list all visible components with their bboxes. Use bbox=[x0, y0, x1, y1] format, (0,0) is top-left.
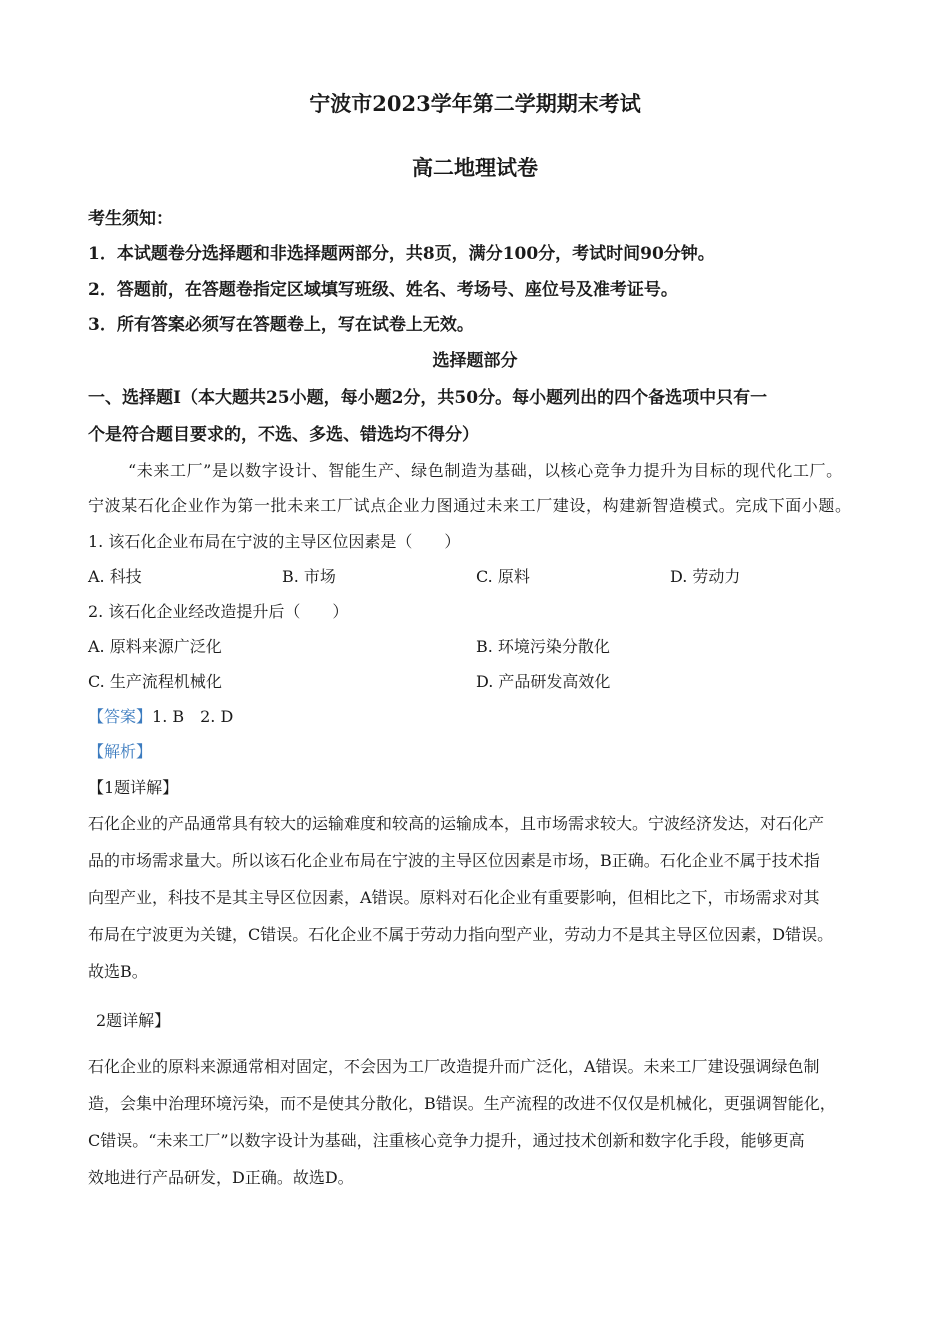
question-2-option-a: A. 原料来源广泛化 bbox=[88, 637, 222, 656]
question-2-option-c: C. 生产流程机械化 bbox=[88, 672, 222, 691]
question-1-option-a: A. 科技 bbox=[88, 567, 142, 586]
section-title: 选择题部分 bbox=[432, 351, 518, 371]
detail-2-line: C错误。“未来工厂”以数字设计为基础，注重核心竞争力提升，通过技术创新和数字化手段，能够更高 bbox=[88, 1131, 805, 1150]
notice-heading: 考生须知： bbox=[88, 209, 173, 229]
detail-1-line: 故选B。 bbox=[88, 962, 148, 981]
detail-2-line: 效地进行产品研发，D正确。故选D。 bbox=[88, 1168, 354, 1187]
question-2-option-d: D. 产品研发高效化 bbox=[476, 672, 611, 691]
answer-value: 1. B 2. D bbox=[152, 707, 234, 726]
question-1-option-c: C. 原料 bbox=[476, 567, 530, 586]
passage-line-1: “未来工厂”是以数字设计、智能生产、绿色制造为基础，以核心竞争力提升为目标的现代化工厂。 bbox=[128, 461, 843, 480]
analysis-label: 【解析】 bbox=[88, 742, 153, 761]
question-2-option-b: B. 环境污染分散化 bbox=[476, 637, 610, 656]
detail-1-line: 布局在宁波更为关键，C错误。石化企业不属于劳动力指向型产业，劳动力不是其主导区位因素，D错误。 bbox=[88, 925, 834, 944]
notice-item-3: 3．所有答案必须写在答题卷上，写在试卷上无效。 bbox=[88, 315, 474, 335]
answer-label: 【答案】 bbox=[88, 707, 153, 726]
question-2-stem: 2. 该石化企业经改造提升后（ ） bbox=[88, 602, 349, 621]
detail-1-line: 品的市场需求量大。所以该石化企业布局在宁波的主导区位因素是市场，B正确。石化企业不属于技术指 bbox=[88, 851, 820, 870]
detail-1-line: 向型产业，科技不是其主导区位因素，A错误。原料对石化企业有重要影响，但相比之下，市场需求对其 bbox=[88, 888, 820, 907]
exam-title: 宁波市2023学年第二学期期末考试 bbox=[309, 91, 641, 116]
detail-1-line: 石化企业的产品通常具有较大的运输难度和较高的运输成本，且市场需求较大。宁波经济发达，对石化产 bbox=[88, 814, 825, 833]
passage-line-2: 宁波某石化企业作为第一批未来工厂试点企业力图通过未来工厂建设，构建新智造模式。完成下面小题。 bbox=[88, 496, 852, 515]
detail-1-heading: 【1题详解】 bbox=[88, 778, 179, 797]
detail-2-heading: 2题详解】 bbox=[96, 1011, 171, 1030]
question-1-option-d: D. 劳动力 bbox=[670, 567, 741, 586]
answer-line bbox=[88, 706, 233, 728]
notice-item-1: 1．本试题卷分选择题和非选择题两部分，共8页，满分100分，考试时间90分钟。 bbox=[88, 244, 715, 264]
notice-item-2: 2．答题前，在答题卷指定区域填写班级、姓名、考场号、座位号及准考证号。 bbox=[88, 280, 678, 300]
question-1-stem: 1. 该石化企业布局在宁波的主导区位因素是（ ） bbox=[88, 532, 461, 551]
part-heading-line-1: 一、选择题Ⅰ（本大题共25小题，每小题2分，共50分。每小题列出的四个备选项中只有一 bbox=[88, 388, 768, 408]
question-1-option-b: B. 市场 bbox=[282, 567, 336, 586]
part-heading-line-2: 个是符合题目要求的，不选、多选、错选均不得分） bbox=[88, 425, 479, 445]
detail-2-line: 造，会集中治理环境污染，而不是使其分散化，B错误。生产流程的改进不仅仅是机械化，更强调智能化， bbox=[88, 1094, 836, 1113]
detail-2-line: 石化企业的原料来源通常相对固定，不会因为工厂改造提升而广泛化，A错误。未来工厂建设强调绿色制 bbox=[88, 1057, 820, 1076]
exam-subtitle: 高二地理试卷 bbox=[412, 155, 538, 180]
